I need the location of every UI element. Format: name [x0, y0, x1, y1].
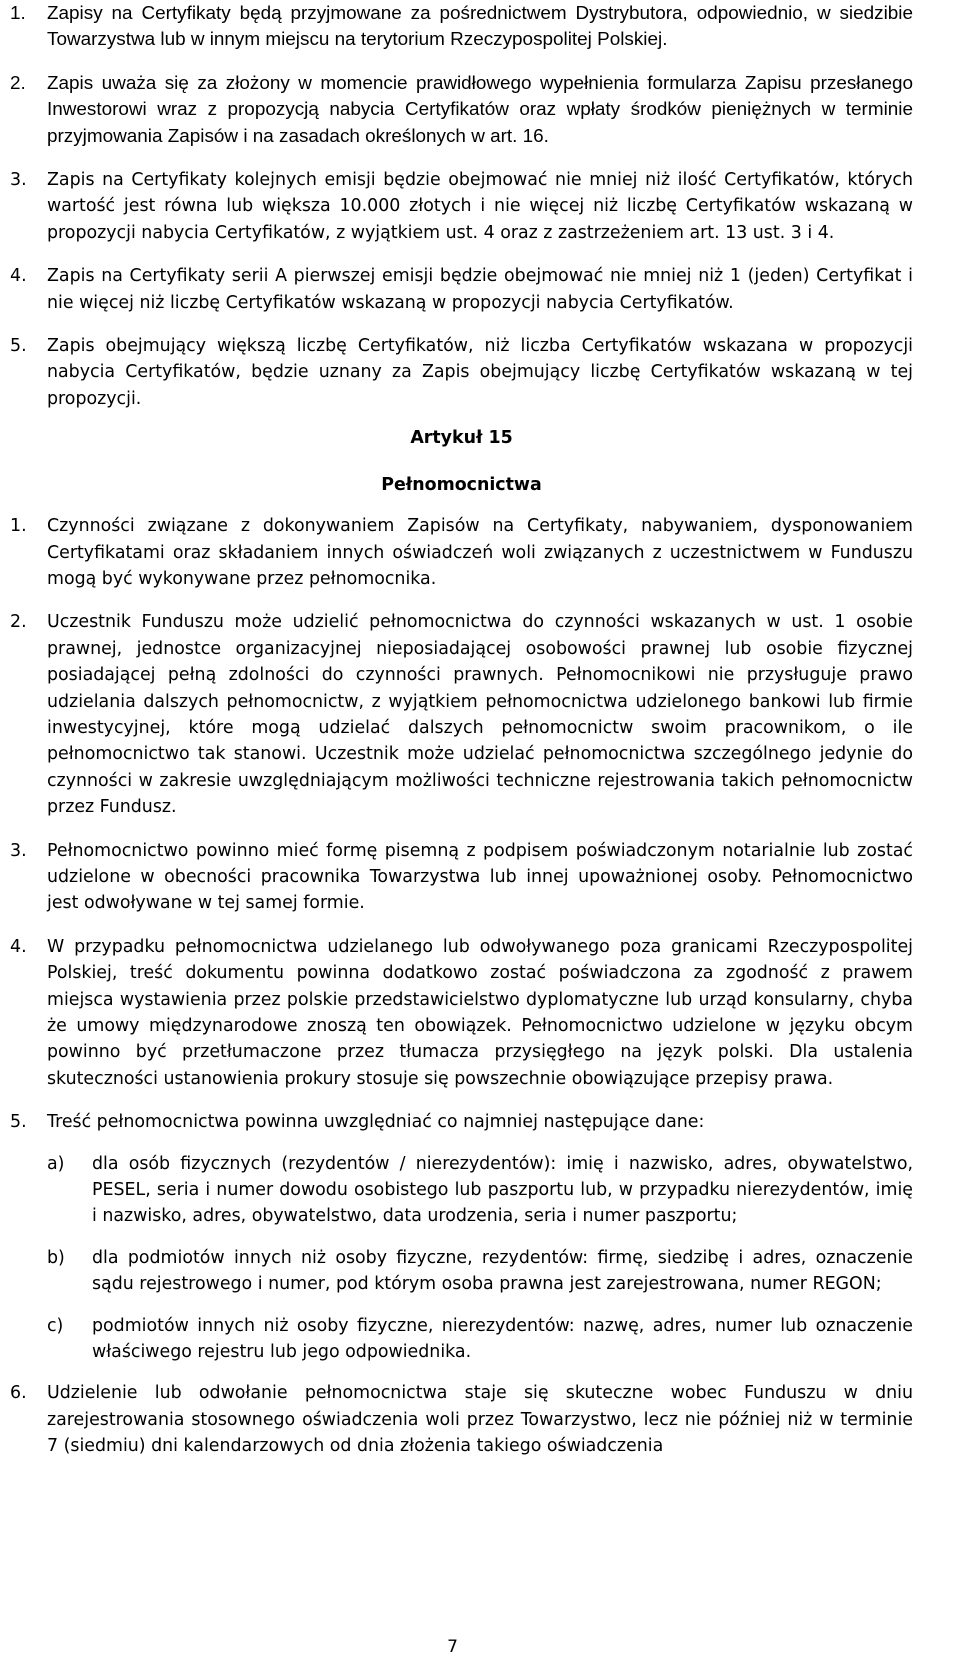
item-text: Zapis uważa się za złożony w momencie prawidłowego wypełnienia formularza Zapisu przesłanego Inwestorowi wraz z propozycją nabycia Certyfikatów oraz wpłaty środków pieniężnych w terminie przyjmowania Zapisów i na zasadach określonych w art. 16. — [47, 72, 913, 147]
list-item — [10, 71, 913, 150]
item-number: 3. — [10, 170, 27, 191]
sub-item-letter: b) — [47, 1247, 65, 1268]
item-number: 2. — [10, 72, 26, 94]
list-item — [10, 1109, 913, 1135]
sub-item-letter: c) — [47, 1315, 64, 1336]
item-number: 5. — [10, 1112, 27, 1133]
item-number: 6. — [10, 1383, 27, 1404]
item-text: Czynności związane z dokonywaniem Zapisów na Certyfikaty, nabywaniem, dysponowaniem Certyfikatami oraz składaniem innych oświadczeń woli związanych z uczestnictwem w Funduszu mogą być wykonywane przez pełnomocnika. — [47, 516, 913, 589]
list-item — [10, 263, 913, 316]
document-content — [10, 1, 913, 1460]
sub-list — [10, 1151, 913, 1366]
sub-item-text: dla podmiotów innych niż osoby fizyczne, rezydentów: firmę, siedzibę i adres, oznaczenie sądu rejestrowego i numer, pod którym osoba prawna jest zarejestrowana, numer REGON; — [92, 1247, 913, 1295]
item-number: 2. — [10, 612, 27, 633]
item-text: Zapis na Certyfikaty serii A pierwszej emisji będzie obejmować nie mniej niż 1 (jeden) Certyfikat i nie więcej niż liczbę Certyfikatów wskazaną w propozycji nabycia Certyfikatów. — [47, 266, 913, 313]
item-number: 3. — [10, 840, 27, 861]
item-text: Zapis obejmujący większą liczbę Certyfikatów, niż liczba Certyfikatów wskazana w propozycji nabycia Certyfikatów, będzie uznany za Zapis obejmujący liczbę Certyfikatów wskazaną w tej propozycji. — [47, 336, 913, 409]
item-text: W przypadku pełnomocnictwa udzielanego lub odwoływanego poza granicami Rzeczypospolitej Polskiej, treść dokumentu powinna dodatkowo zostać poświadczona za zgodność z prawem miejsca wystawienia przez polskie przedstawicielstwo dyplomatyczne lub urząd konsularny, chyba że umowy międzynarodowe znoszą ten obowiązek. Pełnomocnictwo udzielone w języku obcym powinno być przetłumaczone przez tłumacza przysięgłego na język polski. Dla ustalenia skuteczności ustanowienia prokury stosuje się powszechnie obowiązujące przepisy prawa. — [47, 936, 913, 1089]
item-text: Pełnomocnictwo powinno mieć formę pisemną z podpisem poświadczonym notarialnie lub zostać udzielone w obecności pracownika Towarzystwa lub innej upoważnionej osoby. Pełnomocnictwo jest odwoływane w tej samej formie. — [47, 840, 913, 914]
item-text: Udzielenie lub odwołanie pełnomocnictwa staje się skuteczne wobec Funduszu w dniu zarejestrowania stosownego oświadczenia woli przez Towarzystwo, lecz nie później niż w terminie 7 (siedmiu) dni kalendarzowych od dnia złożenia takiego oświadczenia — [47, 1383, 913, 1457]
list-item — [10, 333, 913, 412]
list-item — [10, 609, 913, 820]
sub-list-item — [47, 1313, 913, 1366]
item-number: 1. — [10, 516, 27, 537]
item-text: Zapis na Certyfikaty kolejnych emisji będzie obejmować nie mniej niż ilość Certyfikatów, których wartość jest równa lub większa 10.000 złotych i nie więcej niż liczbę Certyfikatów wskazaną w propozycji nabycia Certyfikatów, z wyjątkiem ust. 4 oraz z zastrzeżeniem art. 13 ust. 3 i 4. — [47, 170, 913, 243]
list-item — [10, 934, 913, 1092]
sub-list-item — [47, 1151, 913, 1230]
list-item — [10, 513, 913, 592]
list-item — [10, 1380, 913, 1459]
item-text: Uczestnik Funduszu może udzielić pełnomocnictwa do czynności wskazanych w ust. 1 osobie prawnej, jednostce organizacyjnej nieposiadającej osobowości prawnej lub osobie fizycznej posiadającej pełną zdolności do czynności prawnych. Pełnomocnikowi nie przysługuje prawo udzielania dalszych pełnomocnictw, z wyjątkiem pełnomocnictwa udzielonego bankowi lub firmie inwestycyjnej, które mogą udzielać dalszych pełnomocnictw swoim pracownikom, o ile pełnomocnictwo tak stanowi. Uczestnik może udzielać pełnomocnictwa szczególnego jedynie do czynności w zakresie uwzględniającym możliwości techniczne rejestrowania takich pełnomocnictw przez Fundusz. — [47, 612, 913, 818]
item-text: Treść pełnomocnictwa powinna uwzględniać co najmniej następujące dane: — [47, 1112, 705, 1133]
article-subtitle: Pełnomocnictwa — [381, 474, 542, 495]
item-number: 4. — [10, 266, 27, 287]
item-text: Zapisy na Certyfikaty będą przyjmowane za pośrednictwem Dystrybutora, odpowiednio, w siedzibie Towarzystwa lub w innym miejscu na terytorium Rzeczypospolitej Polskiej. — [47, 3, 913, 51]
article-title: Artykuł 15 — [410, 428, 513, 449]
sub-item-letter: a) — [47, 1153, 65, 1174]
list-item — [10, 167, 913, 246]
sub-item-text: dla osób fizycznych (rezydentów / nierezydentów): imię i nazwisko, adres, obywatelstwo, PESEL, seria i numer dowodu osobistego lub paszportu lub, w przypadku nierezydentów, imię i nazwisko, adres, obywatelstwo, data urodzenia, seria i numer paszportu; — [92, 1153, 913, 1227]
item-number: 4. — [10, 936, 27, 957]
sub-list-item — [47, 1245, 913, 1298]
item-number: 5. — [10, 336, 27, 357]
item-number: 1. — [10, 3, 26, 24]
list-item — [10, 838, 913, 917]
page-number: 7 — [447, 1637, 458, 1657]
sub-item-text: podmiotów innych niż osoby fizyczne, nierezydentów: nazwę, adres, numer lub oznaczenie właściwego rejestru lub jego odpowiednika. — [92, 1315, 913, 1363]
list-item — [10, 1, 913, 54]
